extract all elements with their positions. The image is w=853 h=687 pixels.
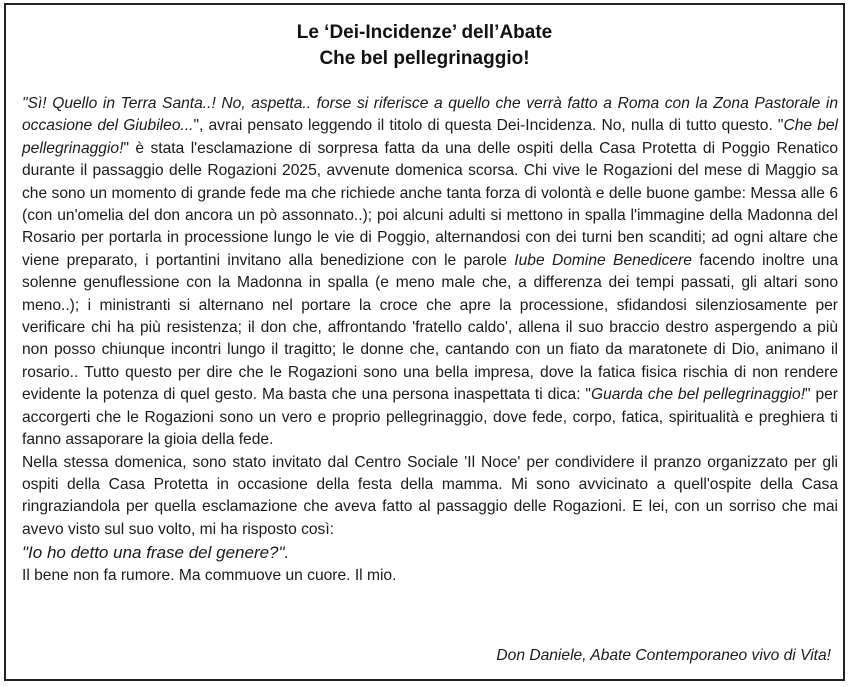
latin-blessing: Iube Domine Benedicere (514, 251, 692, 269)
quote-text: Io ho detto una frase del genere? (28, 543, 279, 563)
paragraph-1-text-b: " è stata l'esclamazione di sorpresa fatta da una delle ospiti della Casa Protetta di Poggio Renatico durante il passaggio delle Rogazioni 2025, avvenute domenica scorsa. Chi vive le Rogazioni del mese di Maggio sa che sono un momento di grande fede ma che richiede anche tanta forza di volontà e delle buone gambe: Messa alle 6 (con un'omelia del don ancora un pò assonnato..); poi alcuni adulti si mettono in spalla l'immagine della Madonna del Rosario per portarla in processione lungo le vie di Poggio, alternandosi con dei turni ben scanditi; ad ogni altare che viene preparato, i portantini invitano alla benedizione con le parole (22, 139, 838, 269)
paragraph-1-text-a: ", avrai pensato leggendo il titolo di questa Dei-Incidenza. No, nulla di tutto questo. " (193, 117, 784, 135)
quote-open: " (22, 543, 29, 563)
quote-close: ". (278, 543, 290, 563)
paragraph-1 (22, 93, 838, 452)
paragraph-3-quote (22, 541, 838, 565)
paragraph-4: Il bene non fa rumore. Ma commuove un cuore. Il mio. (22, 567, 397, 585)
paragraph-1-text-c: facendo inoltre una solenne genuflessione con la Madonna in spalla (e meno male che, a differenza dei tempi passati, gli altari sono meno..); i ministranti si alternano nel portare la croce che apre la processione, sfidandosi silenziosamente per verificare chi ha più resistenza; il don che, affrontando 'fratello caldo', allena il suo braccio destro aspergendo a più non posso chiunque incontri lungo il tragitto; le donne che, cantando con un fiato da maratonete di Dio, animano il rosario.. Tutto questo per dire che le Rogazioni sono una bella impresa, dove la fatica fisica rischia di non rendere evidente la potenza di quel gesto. Ma basta che una persona inaspettata ti dica: " (22, 251, 838, 404)
article-frame (4, 3, 845, 681)
guest-quote: Guarda che bel pellegrinaggio! (590, 386, 806, 404)
paragraph-2: Nella stessa domenica, sono stato invitato dal Centro Sociale 'Il Noce' per condividere il pranzo organizzato per gli ospiti della Casa Protetta in occasione della festa della mamma. Mi sono avvicinato a quell'ospite della Casa ringraziandola per quella esclamazione che aveva fatto al passaggio delle Rogazioni. E lei, con un sorriso che mai avevo visto sul suo volto, mi ha risposto così: (22, 453, 838, 538)
article-title: Le ‘Dei-Incidenze’ dell’Abate (296, 22, 553, 43)
opening-quote-text: "Sì! Quello in Terra Santa..! No, aspetta.. forse si riferisce a quello che verrà fatto a Roma con la Zona Pastorale in occasione del Giubileo... (22, 95, 838, 135)
exclamation-quote: Che bel pellegrinaggio! (22, 117, 839, 157)
signature: Don Daniele, Abate Contemporaneo vivo di Vita! (496, 647, 831, 664)
paragraph-1-text-d: " per accorgerti che le Rogazioni sono un vero e proprio pellegrinaggio, dove fede, corpo, fatica, spiritualità e preghiera ti fanno assaporare la gioia della fede. (22, 386, 838, 449)
article-body (22, 93, 838, 588)
article-subtitle: Che bel pellegrinaggio! (319, 48, 530, 69)
